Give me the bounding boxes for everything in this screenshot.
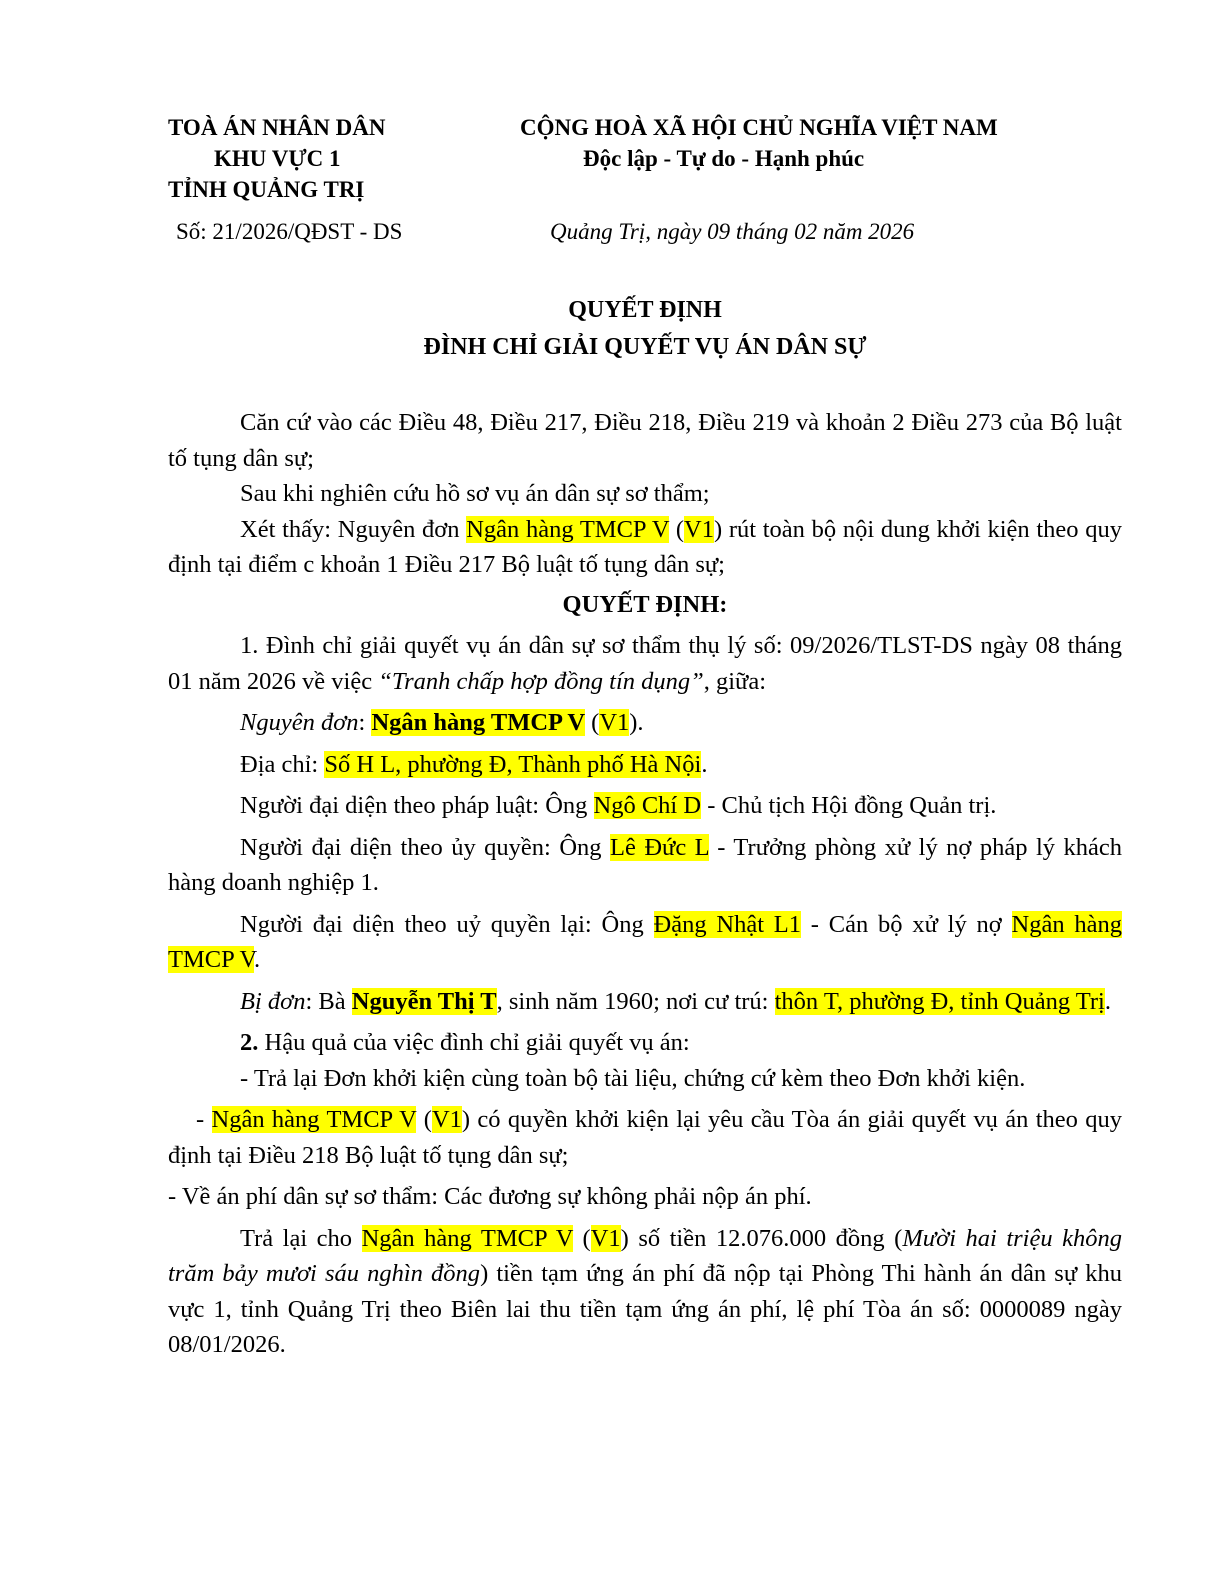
decision-heading: QUYẾT ĐỊNH: bbox=[562, 590, 728, 618]
highlight-bank-name: Ngân hàng TMCP V bbox=[466, 515, 670, 543]
national-motto: Độc lập - Tự do - Hạnh phúc bbox=[583, 146, 865, 171]
case-type: “Tranh chấp hợp đồng tín dụng” bbox=[378, 667, 704, 695]
highlight-sub-rep-name: Đặng Nhật L1 bbox=[653, 910, 802, 938]
section1-intro: 1. Đình chỉ giải quyết vụ án dân sự sơ thẩm thụ lý số: 09/2026/TLST-DS ngày 08 tháng 01 năm 2026 về việc “Tranh chấp hợp đồng tín dụng”, giữa: bbox=[168, 632, 1122, 695]
document-number: Số: 21/2026/QĐST - DS bbox=[176, 219, 403, 244]
highlight-item2-bank: Ngân hàng TMCP V bbox=[211, 1106, 417, 1133]
highlight-legal-rep-name: Ngô Chí D bbox=[593, 792, 702, 819]
document-body bbox=[168, 405, 1122, 1363]
plaintiff-address: Địa chỉ: Số H L, phường Đ, Thành phố Hà Nội. bbox=[240, 750, 708, 778]
place-date: Quảng Trị, ngày 09 tháng 02 năm 2026 bbox=[550, 219, 915, 244]
highlight-defendant-name: Nguyễn Thị T bbox=[351, 987, 497, 1015]
refund-paragraph: Trả lại cho Ngân hàng TMCP V (V1) số tiền 12.076.000 đồng (Mười hai triệu không trăm bảy mươi sáu nghìn đồng) tiền tạm ứng án phí đã nộp tại Phòng Thi hành án dân sự khu vực 1, tỉnh Quảng Trị theo Biên lai thu tiền tạm ứng án phí, lệ phí Tòa án số: 0000089 ngày 08/01/2026. bbox=[168, 1224, 1123, 1358]
consequence-item1: - Trả lại Đơn khởi kiện cùng toàn bộ tài liệu, chứng cứ kèm theo Đơn khởi kiện. bbox=[240, 1064, 1026, 1092]
consequence-item2: - Ngân hàng TMCP V (V1) có quyền khởi kiện lại yêu cầu Tòa án giải quyết vụ án theo quy định tại Điều 218 Bộ luật tố tụng dân sự; bbox=[168, 1106, 1122, 1169]
defendant: Bị đơn: Bà Nguyễn Thị T, sinh năm 1960; nơi cư trú: thôn T, phường Đ, tỉnh Quảng Trị. bbox=[240, 987, 1111, 1015]
legal-representative: Người đại diện theo pháp luật: Ông Ngô Chí D - Chủ tịch Hội đồng Quản trị. bbox=[240, 792, 997, 819]
sub-authorized-representative: Người đại diện theo uỷ quyền lại: Ông Đặng Nhật L1 - Cán bộ xử lý nợ Ngân hàng TMCP V. bbox=[168, 910, 1122, 973]
highlight-plaintiff-abbr: V1 bbox=[599, 709, 630, 736]
consequence-item3: - Về án phí dân sự sơ thẩm: Các đương sự không phải nộp án phí. bbox=[168, 1183, 812, 1210]
section2-heading: 2. Hậu quả của việc đình chỉ giải quyết vụ án: bbox=[240, 1029, 690, 1056]
highlight-bank-abbr: V1 bbox=[684, 515, 714, 543]
highlight-refund-abbr: V1 bbox=[590, 1224, 621, 1252]
national-title: CỘNG HOÀ XÃ HỘI CHỦ NGHĨA VIỆT NAM bbox=[520, 115, 998, 140]
preamble-legal-basis: Căn cứ vào các Điều 48, Điều 217, Điều 218, Điều 219 và khoản 2 Điều 273 của Bộ luật tố tụng dân sự; bbox=[168, 409, 1122, 472]
court-name-line1: TOÀ ÁN NHÂN DÂN bbox=[168, 115, 386, 140]
highlight-item2-abbr: V1 bbox=[431, 1106, 462, 1133]
plaintiff: Nguyên đơn: Ngân hàng TMCP V (V1). bbox=[240, 709, 644, 736]
preamble-review: Sau khi nghiên cứu hồ sơ vụ án dân sự sơ thẩm; bbox=[240, 480, 710, 507]
court-name-line3: TỈNH QUẢNG TRỊ bbox=[168, 177, 365, 202]
document-title: QUYẾT ĐỊNH bbox=[568, 297, 722, 323]
amount-in-words: Mười hai triệu không trăm bảy mươi sáu nghìn đồng bbox=[168, 1224, 1123, 1287]
authorized-representative: Người đại diện theo ủy quyền: Ông Lê Đức L - Trưởng phòng xử lý nợ pháp lý khách hàng doanh nghiệp 1. bbox=[168, 833, 1123, 896]
highlight-address: Số H L, phường Đ, Thành phố Hà Nội bbox=[324, 750, 702, 778]
highlight-refund-bank: Ngân hàng TMCP V bbox=[361, 1224, 573, 1252]
highlight-auth-rep-name: Lê Đức L bbox=[610, 833, 709, 861]
court-name-line2: KHU VỰC 1 bbox=[214, 146, 341, 171]
highlight-plaintiff-name: Ngân hàng TMCP V bbox=[371, 709, 586, 736]
document-subtitle: ĐÌNH CHỈ GIẢI QUYẾT VỤ ÁN DÂN SỰ bbox=[423, 334, 867, 360]
highlight-sub-rep-bank: Ngân hàng TMCP V bbox=[168, 910, 1122, 973]
preamble-finding: Xét thấy: Nguyên đơn Ngân hàng TMCP V (V1) rút toàn bộ nội dung khởi kiện theo quy định tại điểm c khoản 1 Điều 217 Bộ luật tố tụng dân sự; bbox=[168, 515, 1122, 578]
highlight-defendant-address: thôn T, phường Đ, tỉnh Quảng Trị bbox=[774, 987, 1105, 1015]
